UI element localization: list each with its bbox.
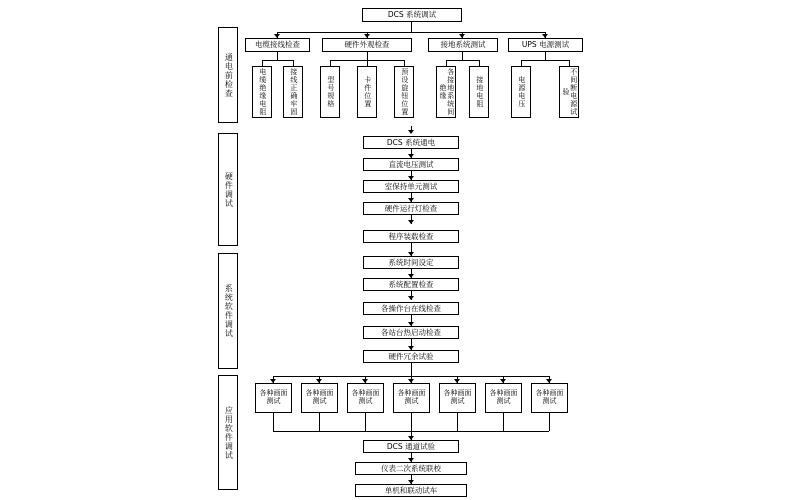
connector-bus-precheck [277, 32, 545, 33]
connector-g2-down [367, 52, 368, 60]
connector-app-up6 [503, 413, 504, 431]
connector-g1-down [277, 52, 278, 60]
connector-g1-bus [262, 60, 293, 61]
leaf-ground-resistance: 接地电阻 [469, 66, 489, 118]
leaf-cable-connection: 接线正确牢固 [283, 66, 303, 118]
leaf-supply-voltage: 电源电压 [511, 66, 531, 118]
node-app-1: DCS 通道试验 [363, 440, 459, 453]
leaf-ups-test: 不间断电源试验 [559, 66, 579, 118]
node-app-3: 单机和联动试车 [355, 484, 467, 497]
arrow-sw-2-3 [408, 296, 414, 300]
node-sw-2: 系统配置检查 [363, 278, 459, 291]
arrow-to-hw [408, 130, 414, 134]
node-sw-5: 硬件冗余试验 [363, 350, 459, 363]
node-hw-3: 室保持单元测试 [363, 180, 459, 193]
leaf-card-position: 卡件位置 [357, 66, 377, 118]
connector-sw5-appbus [411, 363, 412, 376]
node-hw-2: 直流电压测试 [363, 158, 459, 171]
group-cable-check [245, 38, 310, 52]
group-grounding-test [428, 38, 498, 52]
connector-title-down [411, 22, 412, 32]
node-app-2: 仪表二次系统联校 [355, 462, 467, 475]
stage-system-software [218, 253, 238, 369]
node-sw-3: 各操作台在线检查 [363, 302, 459, 315]
stage-hardware-label: 硬件调试 [224, 171, 234, 208]
node-app-screen-5: 各种画面测试 [439, 383, 476, 413]
group-appearance-check [322, 38, 412, 52]
connector-app-up4 [411, 413, 412, 431]
connector-app-up3 [365, 413, 366, 431]
leaf-model-spec: 型号规格 [320, 66, 340, 118]
connector-g4-down [545, 52, 546, 60]
stage-app-software-label: 应用软件调试 [224, 405, 234, 460]
group-cable-check-label: 电缆接线检查 [255, 40, 300, 50]
diagram-title: DCS 系统调试 [387, 10, 437, 20]
stage-precheck [218, 27, 238, 123]
node-sw-4: 各站台热启动检查 [363, 326, 459, 339]
node-app-screen-7: 各种画面测试 [531, 383, 568, 413]
node-hw-4: 硬件运行灯检查 [363, 202, 459, 215]
node-app-screen-1: 各种画面测试 [255, 383, 292, 413]
connector-app-up5 [457, 413, 458, 431]
node-sw-1: 系统时间设定 [363, 256, 459, 269]
connector-app-up7 [549, 413, 550, 431]
stage-precheck-label: 通电前检查 [224, 52, 234, 98]
stage-hardware [218, 133, 238, 246]
connector-g3-down [462, 52, 463, 60]
connector-g4-bus [521, 60, 569, 61]
stage-system-software-label: 系统软件调试 [224, 284, 234, 338]
connector-app-up1 [273, 413, 274, 431]
diagram-title-box [362, 8, 462, 22]
arrow-hw-4-5 [408, 220, 414, 224]
stage-app-software [218, 375, 238, 490]
group-ups-test [508, 38, 583, 52]
node-app-screen-3: 各种画面测试 [347, 383, 384, 413]
group-grounding-test-label: 接地系统测试 [440, 40, 486, 50]
leaf-cable-insulation: 电缆绝缘电阻 [252, 66, 272, 118]
node-app-screen-6: 各种画面测试 [485, 383, 522, 413]
group-appearance-check-label: 硬件外观检查 [344, 40, 390, 50]
node-hw-5: 程序装载检查 [363, 230, 459, 243]
node-hw-1: DCS 系统通电 [363, 136, 459, 149]
connector-g3-bus [446, 60, 479, 61]
leaf-ground-insulation: 各接地系统间绝缘 [436, 66, 456, 118]
group-ups-test-label: UPS 电源测试 [521, 40, 570, 50]
leaf-preset-knob: 预设旋钮位置 [394, 66, 414, 118]
node-app-screen-4: 各种画面测试 [393, 383, 430, 413]
connector-app-up2 [319, 413, 320, 431]
node-app-screen-2: 各种画面测试 [301, 383, 338, 413]
